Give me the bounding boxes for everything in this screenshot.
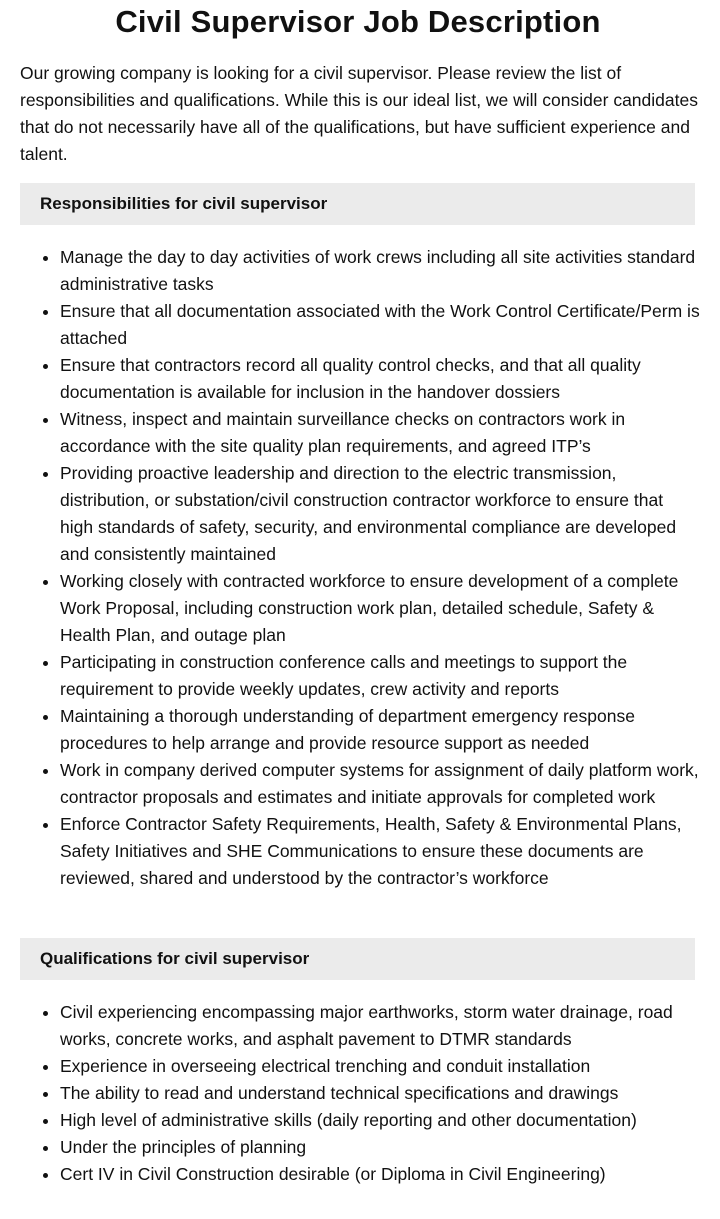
qualifications-list [20,999,700,1188]
list-item: • Work in company derived computer systems for assignment of daily platform work, contractor proposals and estimates and initiate approvals for completed work [60,757,700,811]
list-item: • Experience in overseeing electrical trenching and conduit installation [60,1053,700,1080]
list-item: • High level of administrative skills (daily reporting and other documentation) [60,1107,700,1134]
list-item: • Working closely with contracted workforce to ensure development of a complete Work Proposal, including construction work plan, detailed schedule, Safety & Health Plan, and outage plan [60,568,700,649]
page-title: Civil Supervisor Job Description [115,4,601,39]
responsibilities-heading: Responsibilities for civil supervisor [40,194,328,213]
list-item: • Maintaining a thorough understanding of department emergency response procedures to help arrange and provide resource support as needed [60,703,700,757]
intro-paragraph: Our growing company is looking for a civil supervisor. Please review the list of responsibilities and qualifications. While this is our ideal list, we will consider candidates that do not necessarily have all of the qualifications, but have sufficient experience and talent. [20,63,698,164]
list-item: • Providing proactive leadership and direction to the electric transmission, distribution, or substation/civil construction contractor workforce to ensure that high standards of safety, security, and environmental compliance are developed and consistently maintained [60,460,700,568]
responsibilities-section-header [20,183,695,225]
qualifications-heading: Qualifications for civil supervisor [40,949,310,968]
list-item: • Cert IV in Civil Construction desirable (or Diploma in Civil Engineering) [60,1161,700,1188]
list-item: • Manage the day to day activities of work crews including all site activities standard administrative tasks [60,244,700,298]
list-item: • Ensure that all documentation associated with the Work Control Certificate/Perm is attached [60,298,700,352]
responsibilities-list [20,244,700,892]
list-item: • The ability to read and understand technical specifications and drawings [60,1080,700,1107]
list-item: • Participating in construction conference calls and meetings to support the requirement to provide weekly updates, crew activity and reports [60,649,700,703]
list-item: • Witness, inspect and maintain surveillance checks on contractors work in accordance with the site quality plan requirements, and agreed ITP’s [60,406,700,460]
list-item: • Civil experiencing encompassing major earthworks, storm water drainage, road works, concrete works, and asphalt pavement to DTMR standards [60,999,700,1053]
list-item: • Ensure that contractors record all quality control checks, and that all quality documentation is available for inclusion in the handover dossiers [60,352,700,406]
list-item: • Enforce Contractor Safety Requirements, Health, Safety & Environmental Plans, Safety Initiatives and SHE Communications to ensure these documents are reviewed, shared and understood by the contractor’s workforce [60,811,700,892]
qualifications-section-header [20,938,695,980]
list-item: • Under the principles of planning [60,1134,700,1161]
